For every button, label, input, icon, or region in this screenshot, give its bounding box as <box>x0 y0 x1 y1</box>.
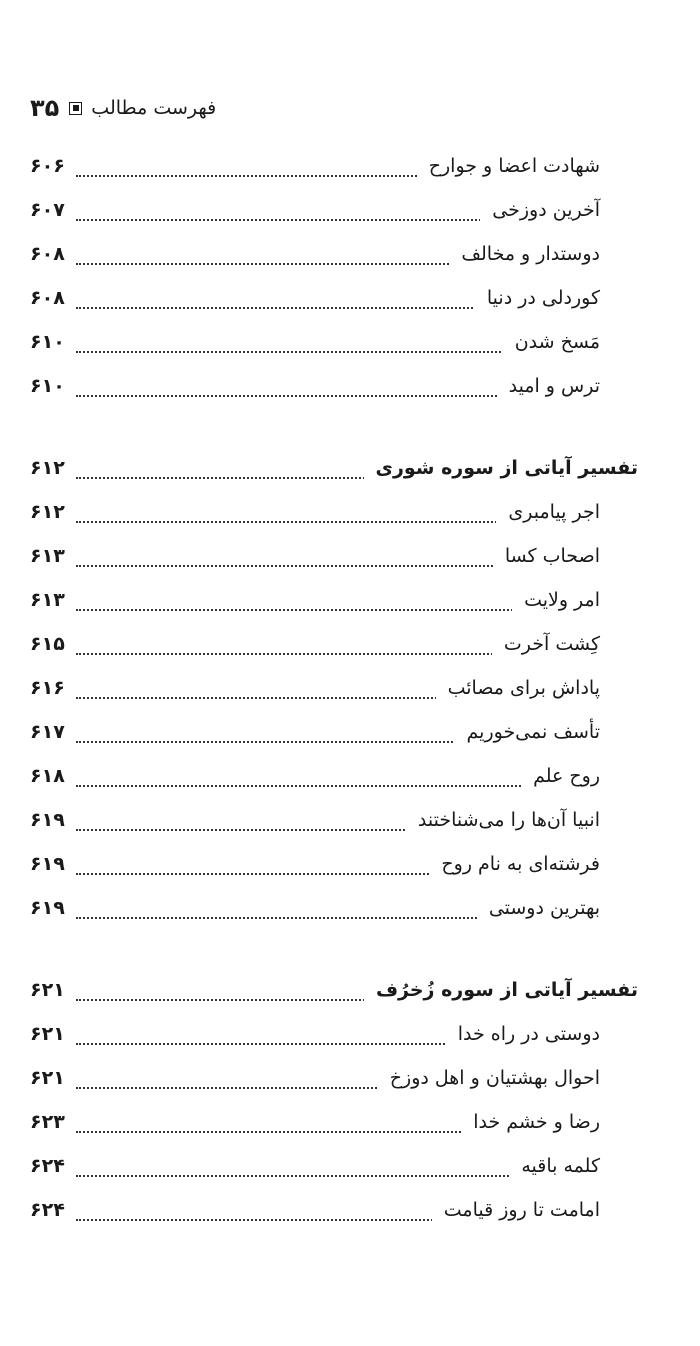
section-heading-title: تفسیر آیاتی از سوره زُخرُف <box>364 979 638 1001</box>
toc-entry[interactable] <box>30 1195 600 1239</box>
entry-title: رضا و خشم خدا <box>461 1111 600 1133</box>
entry-title: دوستی در راه خدا <box>446 1023 600 1045</box>
entry-title: پاداش برای مصائب <box>436 677 600 699</box>
entry-page-number: ۶۲۱ <box>30 979 65 1001</box>
toc-entry[interactable] <box>30 283 600 327</box>
toc-section-heading[interactable] <box>30 453 638 497</box>
entry-title: شهادت اعضا و جوارح <box>417 155 600 177</box>
toc-entry[interactable] <box>30 151 600 195</box>
entry-page-number: ۶۱۳ <box>30 545 65 567</box>
toc-section-heading[interactable] <box>30 975 638 1019</box>
entry-page-number: ۶۲۱ <box>30 1067 65 1089</box>
entry-title: کلمه باقیه <box>509 1155 600 1177</box>
entry-title: آخرین دوزخی <box>480 199 600 221</box>
entry-page-number: ۶۲۱ <box>30 1023 65 1045</box>
toc-entry[interactable] <box>30 371 600 415</box>
entry-title: مَسخ شدن <box>503 331 600 353</box>
toc-entry[interactable] <box>30 673 600 717</box>
toc-entry[interactable] <box>30 1107 600 1151</box>
entry-title: کِشت آخرت <box>492 633 600 655</box>
entry-title: اصحاب کسا <box>493 545 600 567</box>
entry-page-number: ۶۱۹ <box>30 853 65 875</box>
toc-entry[interactable] <box>30 1063 600 1107</box>
entry-page-number: ۶۱۹ <box>30 897 65 919</box>
toc-entry[interactable] <box>30 893 600 937</box>
entry-page-number: ۶۲۴ <box>30 1199 65 1221</box>
entry-page-number: ۶۱۲ <box>30 457 65 479</box>
entry-title: فرشته‌ای به نام روح <box>429 853 600 875</box>
running-header-title: فهرست مطالب <box>91 97 217 119</box>
toc-entry[interactable] <box>30 849 600 893</box>
entry-page-number: ۶۰۸ <box>30 287 65 309</box>
toc-entry[interactable] <box>30 717 600 761</box>
toc-entry[interactable] <box>30 239 600 283</box>
entry-page-number: ۶۱۳ <box>30 589 65 611</box>
entry-title: کوردلی در دنیا <box>475 287 600 309</box>
toc-entry[interactable] <box>30 497 600 541</box>
toc-entry[interactable] <box>30 541 600 585</box>
entry-page-number: ۶۱۰ <box>30 331 65 353</box>
entry-title: روح علم <box>521 765 600 787</box>
entry-page-number: ۶۰۶ <box>30 155 65 177</box>
toc-entry[interactable] <box>30 327 600 371</box>
page-number: ۳۵ <box>30 94 60 122</box>
toc-entry[interactable] <box>30 585 600 629</box>
entry-title: بهترین دوستی <box>477 897 600 919</box>
entry-page-number: ۶۰۸ <box>30 243 65 265</box>
entry-title: انبیا آن‌ها را می‌شناختند <box>406 809 600 831</box>
entry-page-number: ۶۰۷ <box>30 199 65 221</box>
toc-entry[interactable] <box>30 805 600 849</box>
entry-page-number: ۶۱۶ <box>30 677 65 699</box>
entry-page-number: ۶۱۲ <box>30 501 65 523</box>
toc-entry[interactable] <box>30 1151 600 1195</box>
entry-title: امامت تا روز قیامت <box>432 1199 600 1221</box>
entry-title: ترس و امید <box>497 375 600 397</box>
entry-page-number: ۶۱۰ <box>30 375 65 397</box>
toc-entry[interactable] <box>30 195 600 239</box>
entry-title: اجر پیامبری <box>496 501 600 523</box>
square-bullet-icon <box>69 102 82 115</box>
section-gap <box>30 415 600 453</box>
toc-entry[interactable] <box>30 1019 600 1063</box>
entry-page-number: ۶۱۵ <box>30 633 65 655</box>
entry-page-number: ۶۱۹ <box>30 809 65 831</box>
section-heading-title: تفسیر آیاتی از سوره شوری <box>364 457 638 479</box>
table-of-contents <box>30 151 638 1239</box>
section-gap <box>30 937 600 975</box>
entry-page-number: ۶۲۴ <box>30 1155 65 1177</box>
page-header <box>30 92 216 124</box>
toc-entry[interactable] <box>30 629 600 673</box>
entry-title: احوال بهشتیان و اهل دوزخ <box>378 1067 600 1089</box>
entry-page-number: ۶۱۸ <box>30 765 65 787</box>
entry-page-number: ۶۲۳ <box>30 1111 65 1133</box>
entry-title: امر ولایت <box>512 589 600 611</box>
toc-entry[interactable] <box>30 761 600 805</box>
entry-title: دوستدار و مخالف <box>449 243 600 265</box>
entry-title: تأسف نمی‌خوریم <box>455 721 600 743</box>
entry-page-number: ۶۱۷ <box>30 721 65 743</box>
